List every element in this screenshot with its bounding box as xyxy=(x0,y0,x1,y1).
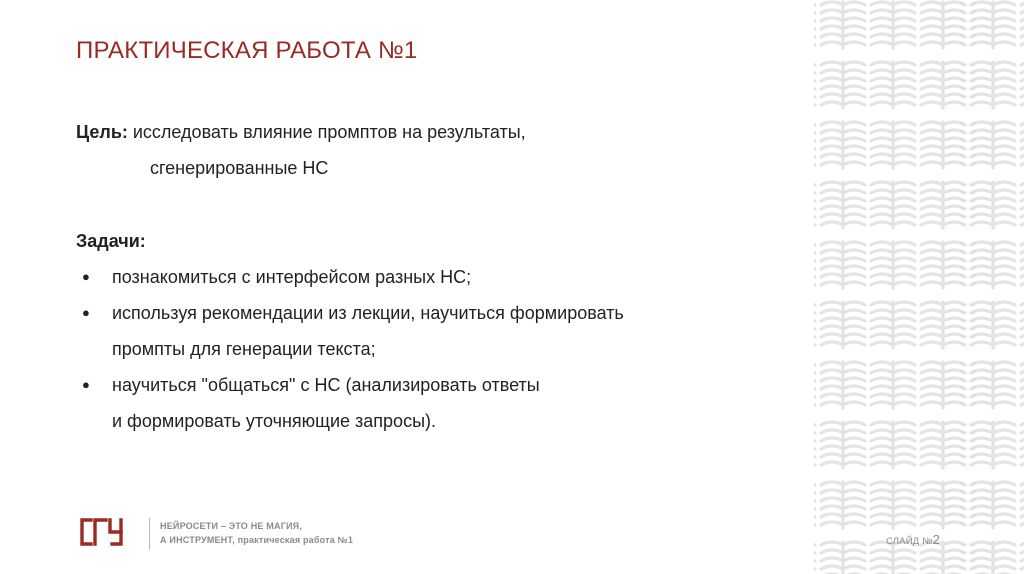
bullet-icon: ● xyxy=(82,305,90,320)
footer-line-1: НЕЙРОСЕТИ – ЭТО НЕ МАГИЯ, xyxy=(160,521,303,531)
slide-number-label: СЛАЙД № xyxy=(886,536,933,547)
goal-line-1 xyxy=(76,114,796,150)
task-item-1 xyxy=(76,259,796,295)
footer-divider xyxy=(149,518,150,550)
slide-title: ПРАКТИЧЕСКАЯ РАБОТА №1 xyxy=(76,37,418,64)
goal-label: Цель: xyxy=(76,122,128,142)
task-item-2 xyxy=(76,295,796,331)
slide-number-value: 2 xyxy=(932,532,941,547)
footer-line-2: А ИНСТРУМЕНТ, практическая работа №1 xyxy=(160,535,354,545)
goal-text-1: исследовать влияние промптов на результаты, xyxy=(127,122,526,142)
decorative-book-pattern xyxy=(814,0,1024,574)
slide-body xyxy=(76,114,796,439)
spacer xyxy=(76,186,796,223)
task-item-3 xyxy=(76,367,796,403)
tasks-heading: Задачи: xyxy=(76,231,146,251)
footer-caption xyxy=(160,519,353,547)
bullet-icon: ● xyxy=(82,377,90,392)
task-item-1-text: познакомиться с интерфейсом разных НС; xyxy=(112,267,472,287)
sgu-logo xyxy=(79,517,125,547)
slide-number xyxy=(886,532,940,547)
task-item-2-text-1: используя рекомендации из лекции, научиться формировать xyxy=(112,303,624,323)
task-item-2-text-2: промпты для генерации текста; xyxy=(112,339,376,359)
task-item-3-text-2: и формировать уточняющие запросы). xyxy=(112,411,436,431)
task-item-3-text-1: научиться "общаться" с НС (анализировать ответы xyxy=(112,375,540,395)
bullet-icon: ● xyxy=(82,269,90,284)
goal-line-2: сгенерированные НС xyxy=(150,158,329,178)
